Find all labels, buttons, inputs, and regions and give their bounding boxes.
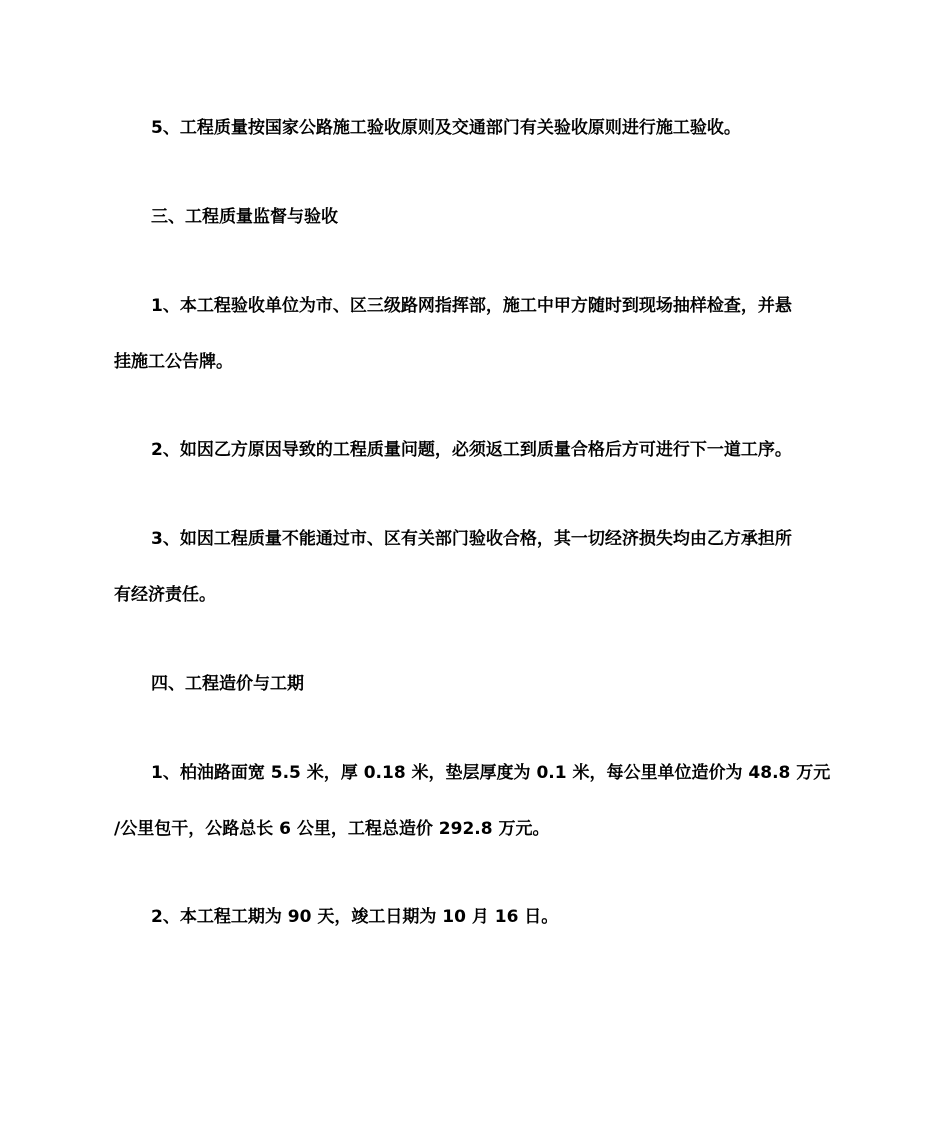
- paragraph-liability: 3、如因工程质量不能通过市、区有关部门验收合格，其一切经济损失均由乙方承担所: [151, 529, 792, 549]
- paragraph-liability-cont: 有经济责任。: [114, 585, 216, 605]
- paragraph-rework: 2、如因乙方原因导致的工程质量问题，必须返工到质量合格后方可进行下一道工序。: [151, 440, 792, 460]
- section-heading-quality-supervision: 三、工程质量监督与验收: [151, 207, 338, 227]
- section-heading-cost-schedule: 四、工程造价与工期: [151, 674, 304, 694]
- paragraph-schedule: 2、本工程工期为 90 天，竣工日期为 10 月 16 日。: [151, 907, 559, 927]
- paragraph-acceptance-unit-cont: 挂施工公告牌。: [114, 352, 233, 372]
- paragraph-road-cost: 1、柏油路面宽 5.5 米，厚 0.18 米，垫层厚度为 0.1 米，每公里单位造价为 48.8 万元: [151, 763, 831, 783]
- paragraph-road-cost-cont: /公里包干，公路总长 6 公里，工程总造价 292.8 万元。: [114, 819, 550, 839]
- paragraph-acceptance-unit: 1、本工程验收单位为市、区三级路网指挥部，施工中甲方随时到现场抽样检查，并悬: [151, 296, 792, 316]
- paragraph-quality-standard: 5、工程质量按国家公路施工验收原则及交通部门有关验收原则进行施工验收。: [151, 118, 741, 138]
